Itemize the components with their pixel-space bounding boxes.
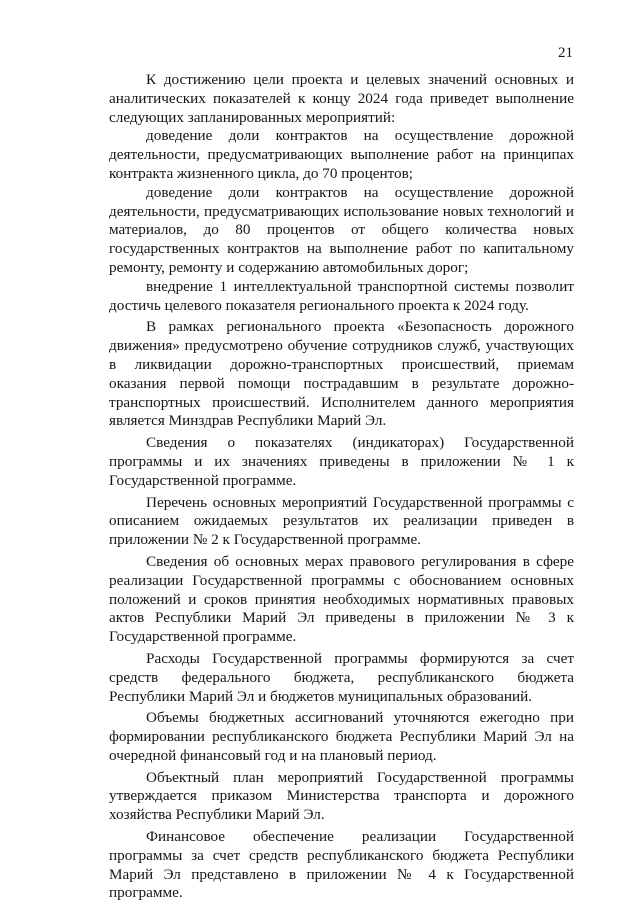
paragraph-budget-allocations: Объемы бюджетных ассигнований уточняются ежегодно при формировании республиканского бюджета Республики Марий Эл на очередной финансовый год и на плановый период. bbox=[109, 709, 574, 764]
page-number: 21 bbox=[558, 45, 573, 61]
paragraph-goal-achievement: К достижению цели проекта и целевых значений основных и аналитических показателей к концу 2024 года приведет выполнение следующих запланированных мероприятий: bbox=[109, 71, 574, 126]
paragraph-new-technologies: доведение доли контрактов на осуществление дорожной деятельности, предусматривающих использование новых технологий и материалов, до 80 процентов от общего количества новых государственных контрактов на выполнение работ по капитальному ремонту, ремонту и содержанию автомобильных дорог; bbox=[109, 183, 574, 276]
paragraph-legal-regulation: Сведения об основных мерах правового регулирования в сфере реализации Государственной программы с обоснованием основных положений и сроков принятия необходимых нормативных правовых актов Республики Марий Эл приведены в приложении № 3 к Государственной программе. bbox=[109, 552, 574, 646]
paragraph-lifecycle-contracts: доведение доли контрактов на осуществление дорожной деятельности, предусматривающих выполнение работ на принципах контракта жизненного цикла, до 70 процентов; bbox=[109, 127, 574, 182]
paragraph-object-plan: Объектный план мероприятий Государственной программы утверждается приказом Министерства транспорта и дорожного хозяйства Республики Марий Эл. bbox=[109, 768, 574, 824]
paragraph-expenses: Расходы Государственной программы формируются за счет средств федерального бюджета, республиканского бюджета Республики Марий Эл и бюджетов муниципальных образований. bbox=[109, 649, 574, 705]
paragraph-financial-support: Финансовое обеспечение реализации Государственной программы за счет средств республиканского бюджета Республики Марий Эл представлено в приложении № 4 к Государственной программе. bbox=[109, 828, 574, 902]
paragraph-road-safety: В рамках регионального проекта «Безопасность дорожного движения» предусмотрено обучение сотрудников служб, участвующих в ликвидации дорожно-транспортных происшествий, приемам оказания первой помощи пострадавшим в результате дорожно-транспортных происшествий. Исполнителем данного мероприятия является Минздрав Республики Марий Эл. bbox=[109, 318, 574, 430]
paragraph-indicators: Сведения о показателях (индикаторах) Государственной программы и их значениях приведены в приложении № 1 к Государственной программе. bbox=[109, 434, 574, 489]
paragraph-intelligent-transport: внедрение 1 интеллектуальной транспортной системы позволит достичь целевого показателя регионального проекта к 2024 году. bbox=[109, 277, 574, 314]
paragraph-main-activities: Перечень основных мероприятий Государственной программы с описанием ожидаемых результатов их реализации приведен в приложении № 2 к Государственной программе. bbox=[109, 493, 574, 549]
document-body bbox=[109, 71, 574, 903]
